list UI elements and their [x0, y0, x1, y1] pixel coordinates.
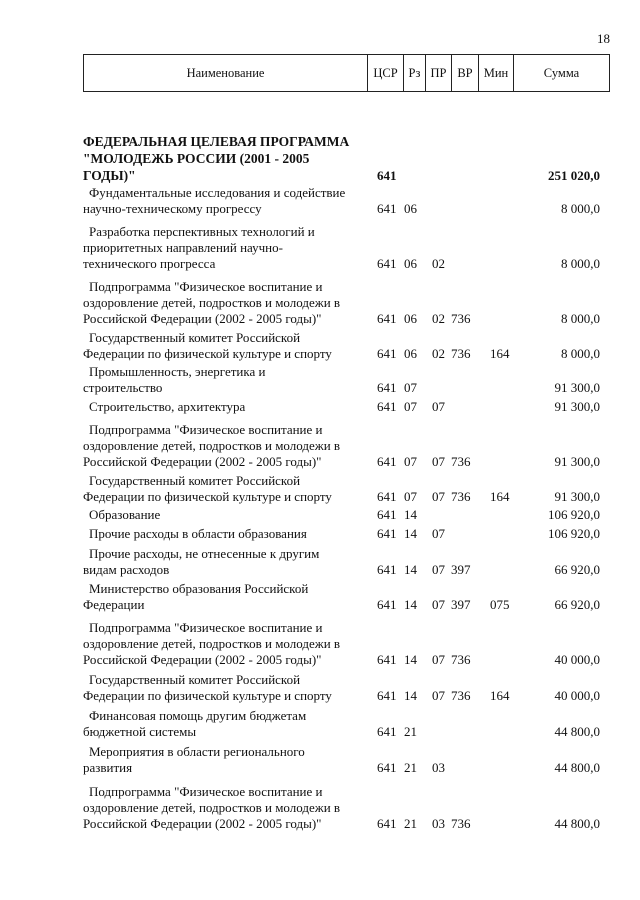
row-rz: 14: [404, 562, 417, 577]
row-sum: 66 920,0: [554, 597, 600, 612]
row-sum: 91 300,0: [554, 380, 600, 395]
row-csr: 641: [377, 311, 397, 326]
row-sum: 106 920,0: [548, 526, 600, 541]
row-name: Прочие расходы, не отнесенные к другим видам расходов: [83, 546, 320, 577]
row-rz: 21: [404, 724, 417, 739]
row-csr: 641: [377, 346, 397, 361]
row-rz: 14: [404, 652, 417, 667]
row-rz: 06: [404, 256, 417, 271]
row-pr: 07: [432, 526, 445, 541]
row-name: Подпрограмма "Физическое воспитание и оздоровление детей, подростков и молодежи в Российской Федерации (2002 - 2005 годы)": [83, 422, 341, 469]
program-title: ФЕДЕРАЛЬНАЯ ЦЕЛЕВАЯ ПРОГРАММА "МОЛОДЕЖЬ РОССИИ (2001 - 2005 ГОДЫ)": [83, 134, 350, 183]
row-rz: 06: [404, 311, 417, 326]
header-vr: ВР: [452, 55, 479, 92]
row-sum: 44 800,0: [554, 816, 600, 831]
row-sum: 8 000,0: [561, 346, 600, 361]
table-row: [0, 422, 640, 470]
row-sum: 40 000,0: [554, 652, 600, 667]
row-min: 164: [490, 489, 510, 504]
row-vr: 736: [451, 489, 471, 504]
row-sum: 91 300,0: [554, 489, 600, 504]
row-rz: 07: [404, 399, 417, 414]
row-name: Разработка перспективных технологий и приоритетных направлений научно- технического прогресса: [83, 224, 315, 271]
row-name: Прочие расходы в области образования: [89, 526, 307, 541]
row-rz: 07: [404, 489, 417, 504]
row-pr: 03: [432, 760, 445, 775]
row-pr: 07: [432, 399, 445, 414]
row-sum: 106 920,0: [548, 507, 600, 522]
row-sum: 40 000,0: [554, 688, 600, 703]
row-csr: 641: [377, 760, 397, 775]
row-name: Строительство, архитектура: [89, 399, 246, 414]
row-pr: 07: [432, 489, 445, 504]
table-row: [0, 581, 640, 613]
row-rz: 21: [404, 816, 417, 831]
row-rz: 06: [404, 346, 417, 361]
table-row: [0, 708, 640, 740]
program-total-row: [0, 167, 640, 184]
table-row: [0, 279, 640, 327]
row-min: 075: [490, 597, 510, 612]
program-csr: 641: [377, 168, 397, 183]
row-csr: 641: [377, 201, 397, 216]
row-vr: 736: [451, 454, 471, 469]
row-rz: 14: [404, 688, 417, 703]
row-vr: 736: [451, 652, 471, 667]
row-pr: 03: [432, 816, 445, 831]
row-pr: 07: [432, 562, 445, 577]
row-csr: 641: [377, 399, 397, 414]
row-name: Государственный комитет Российской Федерации по физической культуре и спорту: [83, 473, 332, 504]
row-rz: 06: [404, 201, 417, 216]
row-csr: 641: [377, 597, 397, 612]
row-csr: 641: [377, 489, 397, 504]
header-min: Мин: [479, 55, 514, 92]
header-rz: Рз: [404, 55, 426, 92]
row-pr: 07: [432, 454, 445, 469]
row-csr: 641: [377, 526, 397, 541]
row-rz: 07: [404, 454, 417, 469]
row-csr: 641: [377, 652, 397, 667]
header-sum: Сумма: [514, 55, 610, 92]
table-row: [0, 526, 640, 542]
table-row: [0, 224, 640, 272]
row-csr: 641: [377, 688, 397, 703]
row-min: 164: [490, 346, 510, 361]
row-sum: 66 920,0: [554, 562, 600, 577]
row-pr: 02: [432, 346, 445, 361]
row-min: 164: [490, 688, 510, 703]
row-vr: 736: [451, 311, 471, 326]
row-csr: 641: [377, 562, 397, 577]
header-csr: ЦСР: [368, 55, 404, 92]
table-row: [0, 507, 640, 523]
row-rz: 14: [404, 507, 417, 522]
header-name: Наименование: [84, 55, 368, 92]
table-row: [0, 620, 640, 668]
row-name: Фундаментальные исследования и содействие научно-техническому прогрессу: [83, 185, 346, 216]
row-csr: 641: [377, 816, 397, 831]
table-row: [0, 330, 640, 362]
table-row: [0, 546, 640, 578]
row-sum: 8 000,0: [561, 311, 600, 326]
row-vr: 736: [451, 688, 471, 703]
table-row: [0, 784, 640, 832]
header-pr: ПР: [426, 55, 452, 92]
row-name: Промышленность, энергетика и строительство: [83, 364, 266, 395]
row-rz: 21: [404, 760, 417, 775]
row-name: Подпрограмма "Физическое воспитание и оздоровление детей, подростков и молодежи в Российской Федерации (2002 - 2005 годы)": [83, 279, 341, 326]
row-pr: 02: [432, 256, 445, 271]
row-name: Мероприятия в области регионального развития: [83, 744, 305, 775]
row-rz: 14: [404, 526, 417, 541]
row-csr: 641: [377, 724, 397, 739]
row-sum: 44 800,0: [554, 760, 600, 775]
row-pr: 07: [432, 597, 445, 612]
row-sum: 91 300,0: [554, 399, 600, 414]
page-number: 18: [597, 31, 610, 46]
row-sum: 44 800,0: [554, 724, 600, 739]
row-csr: 641: [377, 454, 397, 469]
row-name: Министерство образования Российской Федерации: [83, 581, 309, 612]
row-sum: 8 000,0: [561, 256, 600, 271]
row-name: Образование: [89, 507, 161, 522]
row-pr: 07: [432, 652, 445, 667]
program-sum: 251 020,0: [548, 168, 600, 183]
row-rz: 14: [404, 597, 417, 612]
row-pr: 02: [432, 311, 445, 326]
row-sum: 8 000,0: [561, 201, 600, 216]
table-row: [0, 364, 640, 396]
row-name: Финансовая помощь другим бюджетам бюджетной системы: [83, 708, 307, 739]
table-header: [83, 54, 610, 92]
row-csr: 641: [377, 507, 397, 522]
table-row: [0, 399, 640, 415]
table-row: [0, 473, 640, 505]
row-name: Подпрограмма "Физическое воспитание и оздоровление детей, подростков и молодежи в Российской Федерации (2002 - 2005 годы)": [83, 620, 341, 667]
row-sum: 91 300,0: [554, 454, 600, 469]
row-pr: 07: [432, 688, 445, 703]
row-name: Государственный комитет Российской Федерации по физической культуре и спорту: [83, 672, 332, 703]
row-vr: 736: [451, 816, 471, 831]
row-csr: 641: [377, 380, 397, 395]
row-vr: 397: [451, 562, 471, 577]
row-rz: 07: [404, 380, 417, 395]
row-vr: 397: [451, 597, 471, 612]
table-row: [0, 672, 640, 704]
row-csr: 641: [377, 256, 397, 271]
row-name: Государственный комитет Российской Федерации по физической культуре и спорту: [83, 330, 332, 361]
table-row: [0, 744, 640, 776]
table-row: [0, 185, 640, 217]
row-name: Подпрограмма "Физическое воспитание и оздоровление детей, подростков и молодежи в Российской Федерации (2002 - 2005 годы)": [83, 784, 341, 831]
row-vr: 736: [451, 346, 471, 361]
